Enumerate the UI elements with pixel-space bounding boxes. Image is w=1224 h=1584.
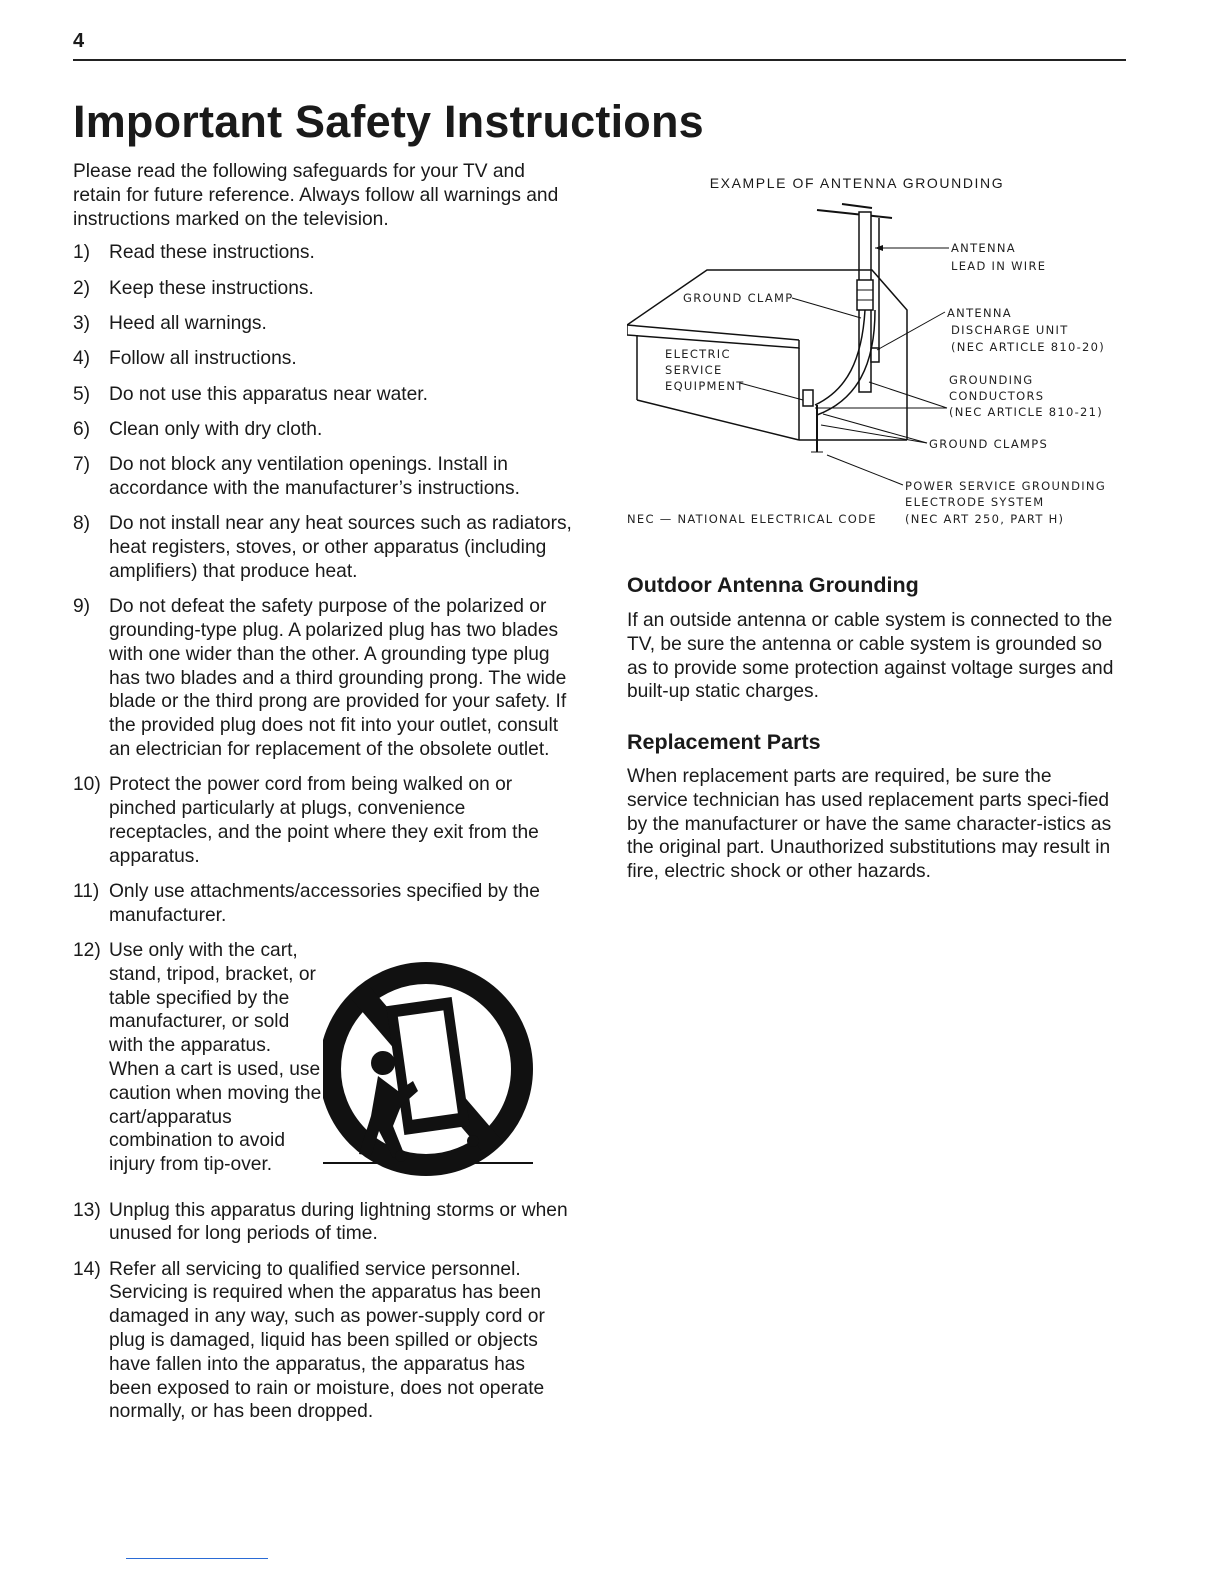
instruction-item xyxy=(73,418,573,442)
header-rule xyxy=(73,59,1126,61)
label-grounding-conductors: GROUNDING xyxy=(949,373,1034,387)
instruction-text: Keep these instructions. xyxy=(109,277,314,299)
label-power-service-2: ELECTRODE SYSTEM xyxy=(905,495,1045,509)
instruction-text: Do not defeat the safety purpose of the polarized or grounding-type plug. A polarized plug has two blades with one wider than the other. A grounding type plug has two blades and a third grounding prong. The wide blade or the third prong are provided for your safety. If the provided plug does not fit into your outlet, consult an electrician for replacement of the obsolete outlet. xyxy=(109,596,567,760)
section-heading-replacement-parts: Replacement Parts xyxy=(627,730,821,754)
instruction-item xyxy=(73,453,573,501)
antenna-grounding-diagram xyxy=(627,200,1127,540)
instruction-item xyxy=(73,512,573,583)
intro-paragraph: Please read the following safeguards for your TV and retain for future reference. Always follow all warnings and instructions marked on the television. xyxy=(73,161,559,230)
instruction-number: 11) xyxy=(73,880,100,902)
label-grounding-conductors-2: CONDUCTORS xyxy=(949,389,1045,403)
instruction-number: 10) xyxy=(73,774,101,796)
instruction-item xyxy=(73,347,573,371)
section-body-outdoor-antenna: If an outside antenna or cable system is connected to the TV, be sure the antenna or cable system is grounded so as to provide some protection against voltage surges and built-up static charges. xyxy=(627,610,1114,703)
page-title: Important Safety Instructions xyxy=(73,96,704,147)
instruction-text: Do not install near any heat sources such as radiators, heat registers, stoves, or other apparatus (including amplifiers) that produce heat. xyxy=(109,513,572,582)
label-power-service: POWER SERVICE GROUNDING xyxy=(905,479,1107,493)
label-ground-clamps: GROUND CLAMPS xyxy=(929,437,1049,451)
instruction-text: Unplug this apparatus during lightning storms or when unused for long periods of time. xyxy=(109,1199,568,1245)
label-power-service-3: (NEC ART 250, PART H) xyxy=(905,512,1065,526)
instructions-list xyxy=(73,241,573,1424)
section-heading-outdoor-antenna: Outdoor Antenna Grounding xyxy=(627,573,919,597)
label-electric-service: ELECTRIC xyxy=(665,347,731,361)
instruction-item xyxy=(73,1199,573,1247)
footer-line xyxy=(126,1558,268,1559)
instruction-text: Read these instructions. xyxy=(109,242,315,264)
instruction-number: 2) xyxy=(73,277,91,299)
instruction-text: Protect the power cord from being walked on or pinched particularly at plugs, convenience receptacles, and the point where they exit from the apparatus. xyxy=(109,774,539,867)
instruction-item xyxy=(73,1258,573,1425)
cart-tip-over-warning-icon xyxy=(323,951,533,1187)
instruction-text: Use only with the cart, stand, tripod, bracket, or table specified by the manufacturer, or sold with the apparatus. When a cart is used, use caution when moving the cart/apparatus combination to avoid injury from tip-over. xyxy=(109,940,322,1176)
label-antenna-lead: ANTENNA xyxy=(951,241,1016,255)
instruction-item xyxy=(73,773,573,868)
instruction-number: 8) xyxy=(73,513,91,535)
instruction-item xyxy=(73,383,573,407)
instruction-item xyxy=(73,595,573,762)
instruction-text: Do not use this apparatus near water. xyxy=(109,383,428,405)
instruction-number: 12) xyxy=(73,940,101,962)
instruction-text: Only use attachments/accessories specified by the manufacturer. xyxy=(109,880,540,926)
label-nec: NEC — NATIONAL ELECTRICAL CODE xyxy=(627,512,877,526)
label-ground-clamp: GROUND CLAMP xyxy=(683,291,794,305)
instruction-item xyxy=(73,241,573,265)
instruction-item xyxy=(73,880,573,928)
instruction-number: 7) xyxy=(73,454,91,476)
section-body-replacement-parts: When replacement parts are required, be sure the service technician has used replacement parts speci-fied by the manufacturer or have the same character-istics as the original part. Unauthorized substitutions may result in fire, electric shock or other hazards. xyxy=(627,766,1112,883)
instruction-text: Clean only with dry cloth. xyxy=(109,418,323,440)
label-discharge-unit-2: DISCHARGE UNIT xyxy=(951,323,1069,337)
instruction-text: Refer all servicing to qualified service personnel. Servicing is required when the apparatus has been damaged in any way, such as power-supply cord or plug is damaged, liquid has been spilled or objects have fallen into the apparatus, the apparatus has been exposed to rain or moisture, does not operate normally, or has been dropped. xyxy=(109,1258,545,1423)
instruction-number: 9) xyxy=(73,596,91,618)
safety-instructions-column xyxy=(73,160,573,1436)
instruction-item-cart xyxy=(73,939,573,1187)
instruction-text: Heed all warnings. xyxy=(109,312,267,334)
label-electric-service-2: SERVICE xyxy=(665,363,723,377)
instruction-number: 5) xyxy=(73,383,91,405)
instruction-item xyxy=(73,312,573,336)
label-antenna-lead-2: LEAD IN WIRE xyxy=(951,259,1047,273)
instruction-text: Follow all instructions. xyxy=(109,348,297,370)
label-grounding-conductors-3: (NEC ARTICLE 810-21) xyxy=(949,405,1104,419)
instruction-text: Do not block any ventilation openings. Install in accordance with the manufacturer’s instructions. xyxy=(109,454,520,499)
label-discharge-unit: ANTENNA xyxy=(947,306,1012,320)
instruction-number: 4) xyxy=(73,348,91,370)
instruction-number: 1) xyxy=(73,242,91,264)
page-number: 4 xyxy=(73,30,85,52)
instruction-number: 13) xyxy=(73,1199,101,1221)
diagram-caption-wrap xyxy=(627,175,1127,191)
label-electric-service-3: EQUIPMENT xyxy=(665,379,745,393)
instruction-number: 6) xyxy=(73,418,91,440)
diagram-title: EXAMPLE OF ANTENNA GROUNDING xyxy=(709,175,1005,191)
instruction-number: 3) xyxy=(73,312,91,334)
label-discharge-unit-3: (NEC ARTICLE 810-20) xyxy=(951,340,1106,354)
instruction-item xyxy=(73,277,573,301)
instruction-number: 14) xyxy=(73,1258,101,1280)
